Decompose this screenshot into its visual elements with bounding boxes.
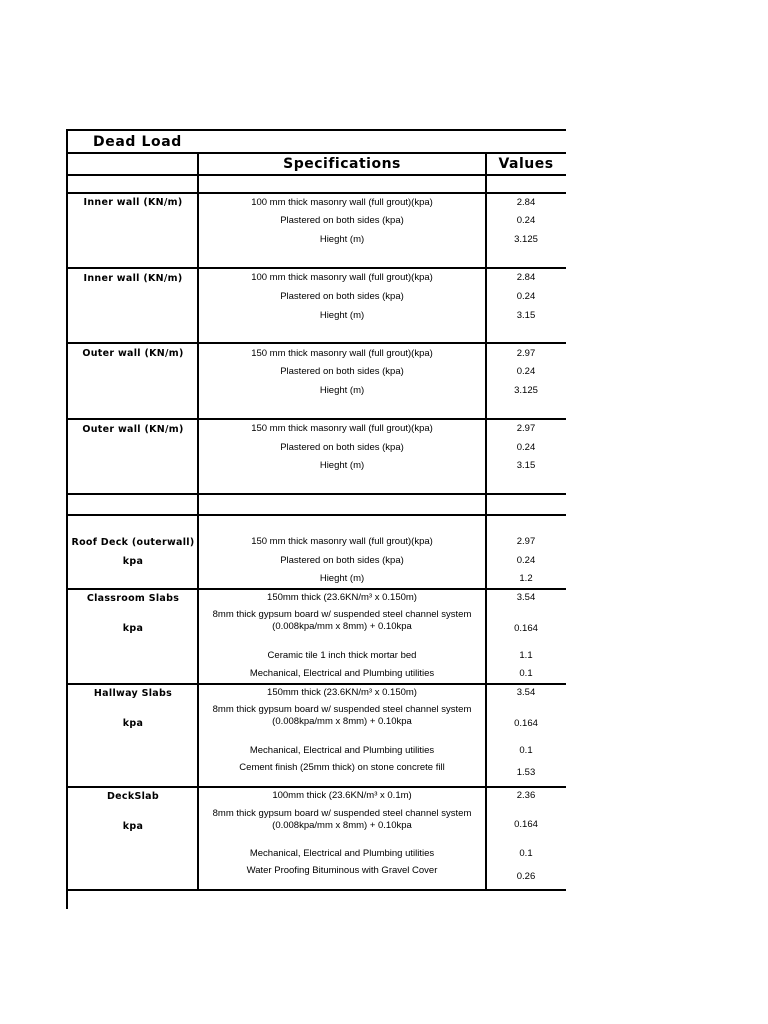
- spec-cell: Cement finish (25mm thick) on stone concrete fill: [239, 762, 445, 773]
- spec-cell: 8mm thick gypsum board w/ suspended steel channel system: [212, 808, 472, 819]
- header-specifications: Specifications: [283, 156, 401, 172]
- value-cell: 2.36: [516, 790, 536, 801]
- group-label: DeckSlab: [107, 791, 159, 802]
- value-cell: 0.1: [519, 848, 533, 859]
- spec-cell: Mechanical, Electrical and Plumbing utilities: [249, 668, 435, 679]
- spec-cell: 150 mm thick masonry wall (full grout)(kpa): [251, 536, 433, 547]
- spec-cell: 8mm thick gypsum board w/ suspended steel channel system: [212, 609, 472, 620]
- value-cell: 0.24: [516, 442, 536, 453]
- spec-cell: Plastered on both sides (kpa): [280, 366, 404, 377]
- value-cell: 2.97: [516, 536, 536, 547]
- group-label: Hallway Slabs: [93, 688, 173, 699]
- spec-cell: Hieght (m): [319, 310, 365, 321]
- value-cell: 0.164: [514, 623, 538, 634]
- header-values: Values: [498, 156, 554, 172]
- spec-cell-line2: (0.008kpa/mm x 8mm) + 0.10kpa: [272, 820, 412, 831]
- value-cell: 2.84: [516, 272, 536, 283]
- spec-cell: Mechanical, Electrical and Plumbing utilities: [249, 848, 435, 859]
- rule-hallway-top: [66, 683, 566, 685]
- spec-cell: Plastered on both sides (kpa): [280, 215, 404, 226]
- value-cell: 3.125: [514, 234, 538, 245]
- spec-cell-line2: (0.008kpa/mm x 8mm) + 0.10kpa: [272, 716, 412, 727]
- value-cell: 2.97: [516, 348, 536, 359]
- group-unit: kpa: [122, 623, 144, 634]
- rule-mid-spacer-top: [66, 493, 566, 495]
- value-cell: 0.24: [516, 215, 536, 226]
- value-cell: 0.1: [519, 668, 533, 679]
- table-title: Dead Load: [93, 134, 182, 150]
- value-cell: 1.2: [519, 573, 533, 584]
- spec-cell: 150 mm thick masonry wall (full grout)(kpa): [251, 423, 433, 434]
- group-label: Roof Deck (outerwall): [71, 537, 195, 548]
- spec-cell: Water Proofing Bituminous with Gravel Cover: [246, 865, 438, 876]
- value-cell: 2.84: [516, 197, 536, 208]
- value-cell: 3.54: [516, 592, 536, 603]
- spec-cell: Ceramic tile 1 inch thick mortar bed: [267, 650, 417, 661]
- group-label: Classroom Slabs: [86, 593, 180, 604]
- value-cell: 0.1: [519, 745, 533, 756]
- rule-group-divider: [66, 418, 566, 420]
- spec-cell: 150mm thick (23.6KN/m³ x 0.150m): [267, 592, 417, 603]
- spec-cell: Hieght (m): [319, 573, 365, 584]
- rule-col-spec: [197, 152, 199, 891]
- value-cell: 0.24: [516, 555, 536, 566]
- spec-cell: 150mm thick (23.6KN/m³ x 0.150m): [267, 687, 417, 698]
- rule-header-top: [66, 152, 566, 154]
- group-label: Inner wall (KN/m): [83, 273, 183, 284]
- spec-cell: Plastered on both sides (kpa): [280, 442, 404, 453]
- spec-cell: Mechanical, Electrical and Plumbing utilities: [249, 745, 435, 756]
- group-label: Outer wall (KN/m): [82, 348, 184, 359]
- spec-cell: 100mm thick (23.6KN/m³ x 0.1m): [272, 790, 412, 801]
- rule-bottom: [66, 889, 566, 891]
- value-cell: 3.15: [516, 460, 536, 471]
- value-cell: 3.125: [514, 385, 538, 396]
- rule-header-bottom: [66, 174, 566, 176]
- rule-col-values: [485, 152, 487, 891]
- value-cell: 0.24: [516, 291, 536, 302]
- value-cell: 1.53: [516, 767, 536, 778]
- rule-group-divider: [66, 267, 566, 269]
- spec-cell: Hieght (m): [319, 234, 365, 245]
- value-cell: 0.24: [516, 366, 536, 377]
- spec-cell: 100 mm thick masonry wall (full grout)(kpa): [251, 272, 433, 283]
- spec-cell: 8mm thick gypsum board w/ suspended steel channel system: [212, 704, 472, 715]
- group-label: Outer wall (KN/m): [82, 424, 184, 435]
- value-cell: 3.15: [516, 310, 536, 321]
- value-cell: 0.26: [516, 871, 536, 882]
- rule-spacer-bottom: [66, 192, 566, 194]
- spec-cell-line2: (0.008kpa/mm x 8mm) + 0.10kpa: [272, 621, 412, 632]
- spec-cell: 150 mm thick masonry wall (full grout)(kpa): [251, 348, 433, 359]
- value-cell: 2.97: [516, 423, 536, 434]
- group-unit: kpa: [122, 556, 144, 567]
- rule-classroom-top: [66, 588, 566, 590]
- value-cell: 3.54: [516, 687, 536, 698]
- group-unit: kpa: [122, 821, 144, 832]
- value-cell: 1.1: [519, 650, 533, 661]
- spec-cell: Hieght (m): [319, 385, 365, 396]
- spec-cell: Plastered on both sides (kpa): [280, 291, 404, 302]
- value-cell: 0.164: [514, 718, 538, 729]
- rule-top: [66, 129, 566, 131]
- spec-cell: Plastered on both sides (kpa): [280, 555, 404, 566]
- value-cell: 0.164: [514, 819, 538, 830]
- spec-cell: Hieght (m): [319, 460, 365, 471]
- rule-mid-spacer-bottom: [66, 514, 566, 516]
- group-unit: kpa: [122, 718, 144, 729]
- rule-group-divider: [66, 342, 566, 344]
- rule-deckslab-top: [66, 786, 566, 788]
- spec-cell: 100 mm thick masonry wall (full grout)(kpa): [251, 197, 433, 208]
- group-label: Inner wall (KN/m): [83, 197, 183, 208]
